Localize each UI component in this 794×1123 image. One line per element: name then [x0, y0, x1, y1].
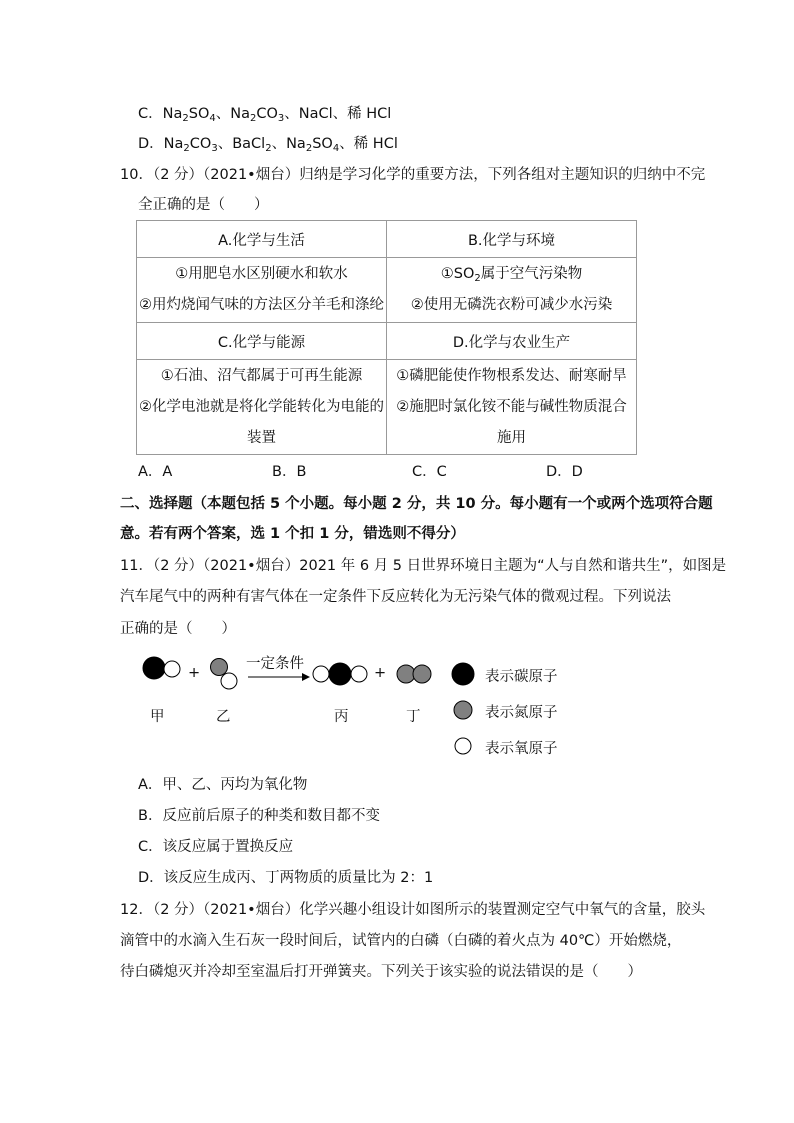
label-ding: 丁: [406, 709, 421, 725]
q11-stem-line3: 正确的是（ ）: [120, 621, 236, 637]
section2-heading-line1: 二、选择题（本题包括 5 个小题。每小题 2 分，共 10 分。每小题有一个或两个选项符合题: [120, 496, 713, 512]
label-jia: 甲: [150, 709, 165, 725]
q11-option-d: D．该反应生成丙、丁两物质的质量比为 2：1: [138, 870, 434, 886]
atom-yi-nitrogen: [211, 659, 228, 676]
q9-option-c: C．$Na_2SO_4$、$Na_2CO_3$、NaCl、稀 HCl: [138, 106, 392, 124]
q11-option-a: A．甲、乙、丙均为氧化物: [138, 777, 308, 793]
q12-stem-line3: 待白磷熄灭并冷却至室温后打开弹簧夹。下列关于该实验的说法错误的是（ ）: [120, 964, 642, 980]
legend-carbon-label: 表示碳原子: [485, 669, 558, 685]
reaction-arrow-head: [302, 673, 310, 681]
reaction-condition: 一定条件: [246, 656, 304, 672]
label-bing: 丙: [334, 709, 349, 725]
atom-bing-oxygen-left: [313, 666, 329, 682]
atom-yi-oxygen: [221, 673, 237, 689]
plus-sign-1: +: [188, 665, 201, 681]
table-cell-d: ①磷肥能使作物根系发达、耐寒耐旱 ②施肥时氯化铵不能与碱性物质混合 施用: [387, 360, 637, 455]
table-cell-a: ①用肥皂水区别硬水和软水 ②用灼烧闻气味的方法区分羊毛和涤纶: [137, 258, 387, 323]
table-head-c: C.化学与能源: [137, 323, 387, 360]
q10-option-a: A．A: [138, 464, 173, 480]
table-cell-b: $①SO_2$属于空气污染物 ②使用无磷洗衣粉可减少水污染: [387, 258, 637, 323]
q10-stem-line1: 10．（2 分）（2021•烟台）归纳是学习化学的重要方法，下列各组对主题知识的归纳中不完: [120, 167, 706, 183]
q10-option-d: D．D: [546, 464, 583, 480]
plus-sign-2: +: [374, 665, 387, 681]
atom-jia-carbon: [143, 657, 165, 679]
reaction-diagram: [136, 650, 596, 770]
legend-nitrogen-label: 表示氮原子: [485, 705, 558, 721]
q9-option-d: D．$Na_2CO_3$、BaCl$_2$、$Na_2SO_4$、稀 HCl: [138, 136, 398, 154]
q12-stem-line1: 12．（2 分）（2021•烟台）化学兴趣小组设计如图所示的装置测定空气中氧气的含量，胶头: [120, 902, 706, 918]
section2-heading-line2: 意。若有两个答案，选 1 个扣 1 分，错选则不得分）: [120, 526, 465, 542]
legend-oxygen-label: 表示氧原子: [485, 741, 558, 757]
atom-bing-carbon: [329, 663, 351, 685]
q11-option-b: B．反应前后原子的种类和数目都不变: [138, 808, 380, 824]
legend-carbon-atom: [452, 663, 474, 685]
q11-option-c: C．该反应属于置换反应: [138, 839, 294, 855]
q10-stem-line2: 全正确的是（ ）: [138, 197, 269, 213]
q12-stem-line2: 滴管中的水滴入生石灰一段时间后，试管内的白磷（白磷的着火点为 40℃）开始燃烧，: [120, 933, 682, 949]
legend-oxygen-atom: [455, 738, 471, 754]
q11-stem-line2: 汽车尾气中的两种有害气体在一定条件下反应转化为无污染气体的微观过程。下列说法: [120, 589, 671, 605]
atom-ding-nitrogen-right: [413, 665, 431, 683]
q10-option-b: B．B: [272, 464, 307, 480]
atom-bing-oxygen-right: [351, 666, 367, 682]
table-cell-c: ①石油、沼气都属于可再生能源 ②化学电池就是将化学能转化为电能的 装置: [137, 360, 387, 455]
q10-option-c: C．C: [412, 464, 447, 480]
legend-nitrogen-atom: [454, 701, 472, 719]
q11-stem-line1: 11．（2 分）（2021•烟台）2021 年 6 月 5 日世界环境日主题为“人与自然和谐共生”，如图是: [120, 558, 727, 574]
table-head-b: B.化学与环境: [387, 221, 637, 258]
q10-knowledge-table: [136, 220, 637, 455]
label-yi: 乙: [216, 709, 231, 725]
table-head-a: A.化学与生活: [137, 221, 387, 258]
atom-ding-nitrogen-left: [397, 665, 415, 683]
atom-jia-oxygen: [164, 661, 180, 677]
table-head-d: D.化学与农业生产: [387, 323, 637, 360]
